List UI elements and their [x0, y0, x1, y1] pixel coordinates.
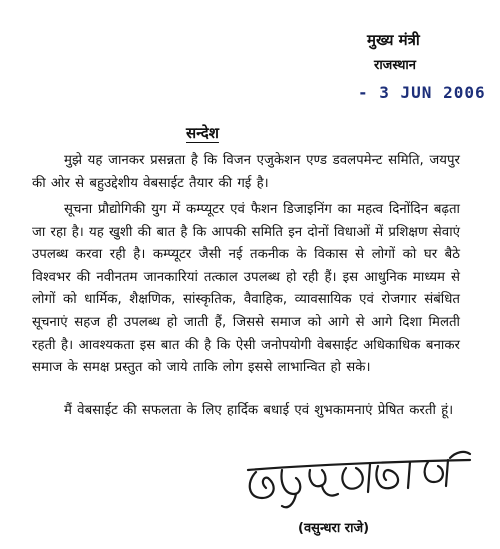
signer-name: (वसुन्धरा राजे) [298, 521, 370, 536]
letterhead-office: मुख्य मंत्री [367, 31, 420, 49]
letterhead-state: राजस्थान [374, 58, 417, 73]
paragraph-intro: मुझे यह जानकर प्रसन्नता है कि विजन एजुकेशन एण्ड डवलपमेन्ट समिति, जयपुर की ओर से बहुउद्देशीय वेबसाईट तैयार की गई है। [32, 153, 460, 191]
date-stamp: - 3 JUN 2006 [358, 83, 486, 102]
page-title: सन्देश [186, 124, 219, 142]
paragraph-closing: मैं वेबसाईट की सफलता के लिए हार्दिक बधाई एवं शुभकामनाएं प्रेषित करती हूं। [64, 403, 454, 418]
handwritten-signature [238, 448, 488, 520]
paragraph-body: सूचना प्रौद्योगिकी युग में कम्प्यूटर एवं फैशन डिजाइनिंग का महत्व दिनोंदिन बढ़ता जा रहा है। यह खुशी की बात है कि आपकी समिति इन दोनों विधाओं में प्रशिक्षण सेवाएं उपलब्ध करवा रही है। कम्प्यूटर जैसी नई तकनीक के विकास से लोगों को घर बैठे विश्वभर की नवीनतम जानकारियां तत्काल उपलब्ध हो रही हैं। इस आधुनिक माध्यम से लोगों को धार्मिक, शैक्षणिक, सांस्कृतिक, वैवाहिक, व्यावसायिक एवं रोजगार संबंधित सूचनाएं सहज ही उपलब्ध हो जाती हैं, जिससे समाज को आगे से आगे दिशा मिलती रहती है। आवश्यकता इस बात की है कि ऐसी जनोपयोगी वेबसाईट अधिकाधिक बनाकर समाज के समक्ष प्रस्तुत को जाये ताकि लोग इससे लाभान्वित हो सके। [32, 202, 460, 376]
